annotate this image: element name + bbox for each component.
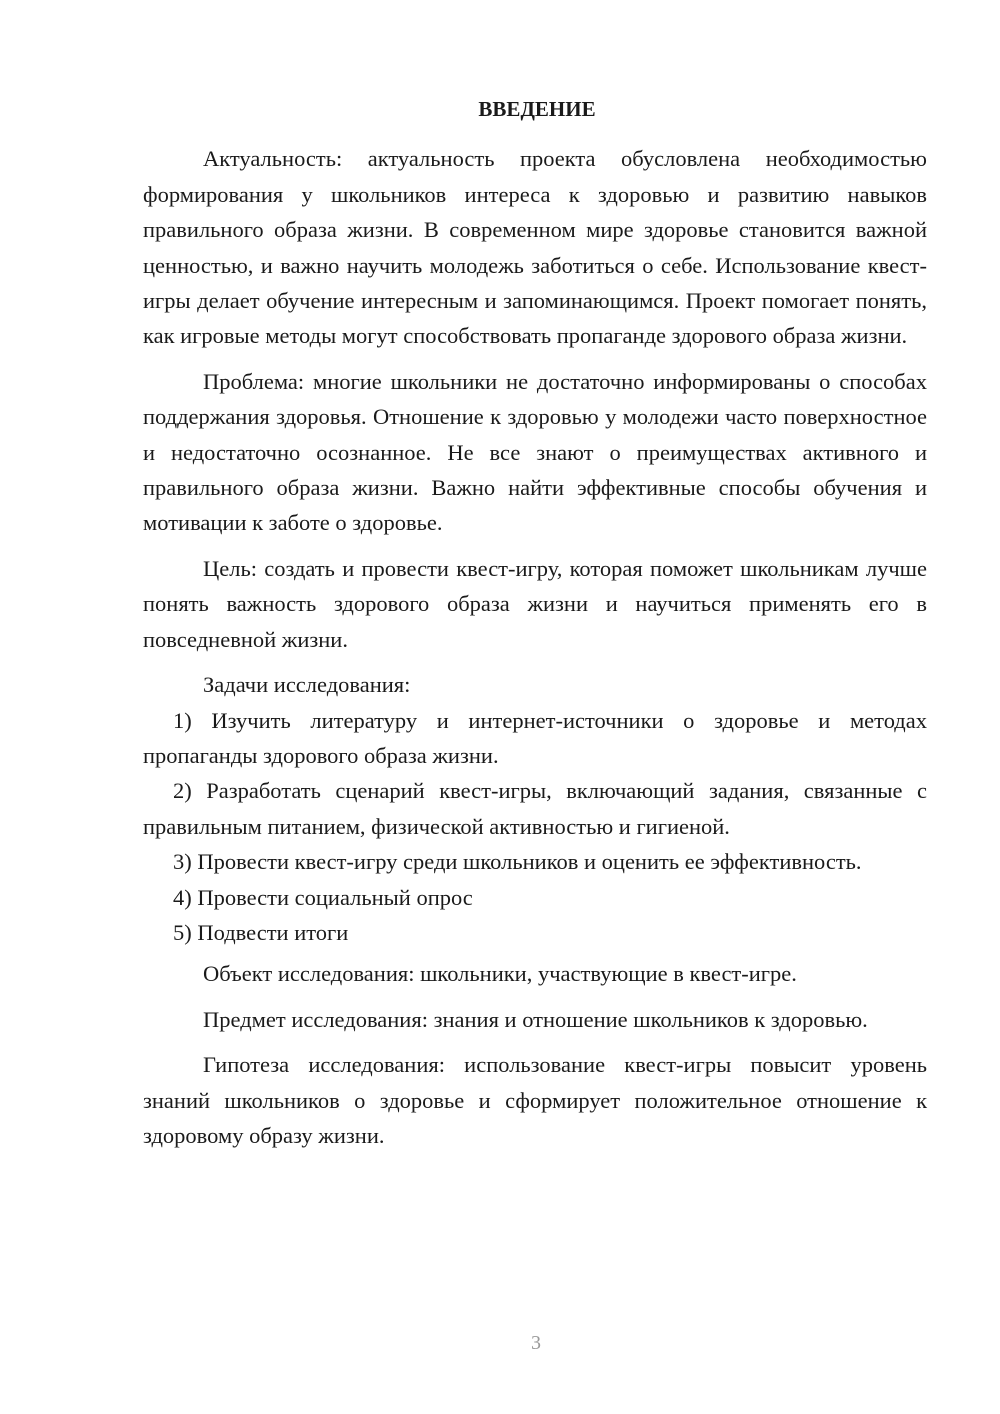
object-paragraph: Объект исследования: школьники, участвующие в квест-игре. [203,961,797,987]
page-number: 3 [531,1332,541,1354]
section-title: ВВЕДЕНИЕ [478,97,596,121]
task-item: 2) Разработать сценарий квест-игры, включающий задания, связанные с правильным питанием, физической активностью и гигиеной. [143,778,927,839]
tasks-heading: Задачи исследования: [203,672,411,698]
task-item: 4) Провести социальный опрос [173,884,473,910]
goal-paragraph: Цель: создать и провести квест-игру, которая поможет школьникам лучше понять важность здорового образа жизни и научиться применять его в повседневной жизни. [143,555,927,652]
relevance-paragraph: Актуальность: актуальность проекта обусловлена необходимостью формирования у школьников интереса к здоровью и развитию навыков правильного образа жизни. В современном мире здоровье становится важной ценностью, и важно научить молодежь заботиться о себе. Использование квест-игры делает обучение интересным и запоминающимся. Проект помогает понять, как игровые методы могут способствовать пропаганде здорового образа жизни. [143,146,927,349]
subject-paragraph: Предмет исследования: знания и отношение школьников к здоровью. [203,1006,868,1032]
document-page [143,92,927,1153]
task-item: 1) Изучить литературу и интернет-источники о здоровье и методах пропаганды здорового образа жизни. [143,707,927,768]
task-item: 5) Подвести итоги [173,919,349,945]
task-item: 3) Провести квест-игру среди школьников и оценить ее эффективность. [173,849,862,875]
hypothesis-paragraph: Гипотеза исследования: использование квест-игры повысит уровень знаний школьников о здоровье и сформирует положительное отношение к здоровому образу жизни. [143,1052,927,1148]
problem-paragraph: Проблема: многие школьники не достаточно информированы о способах поддержания здоровья. Отношение к здоровью у молодежи часто поверхностное и недостаточно осознанное. Не все знают о преимуществах активного и правильного образа жизни. Важно найти эффективные способы обучения и мотивации к заботе о здоровье. [143,368,927,536]
